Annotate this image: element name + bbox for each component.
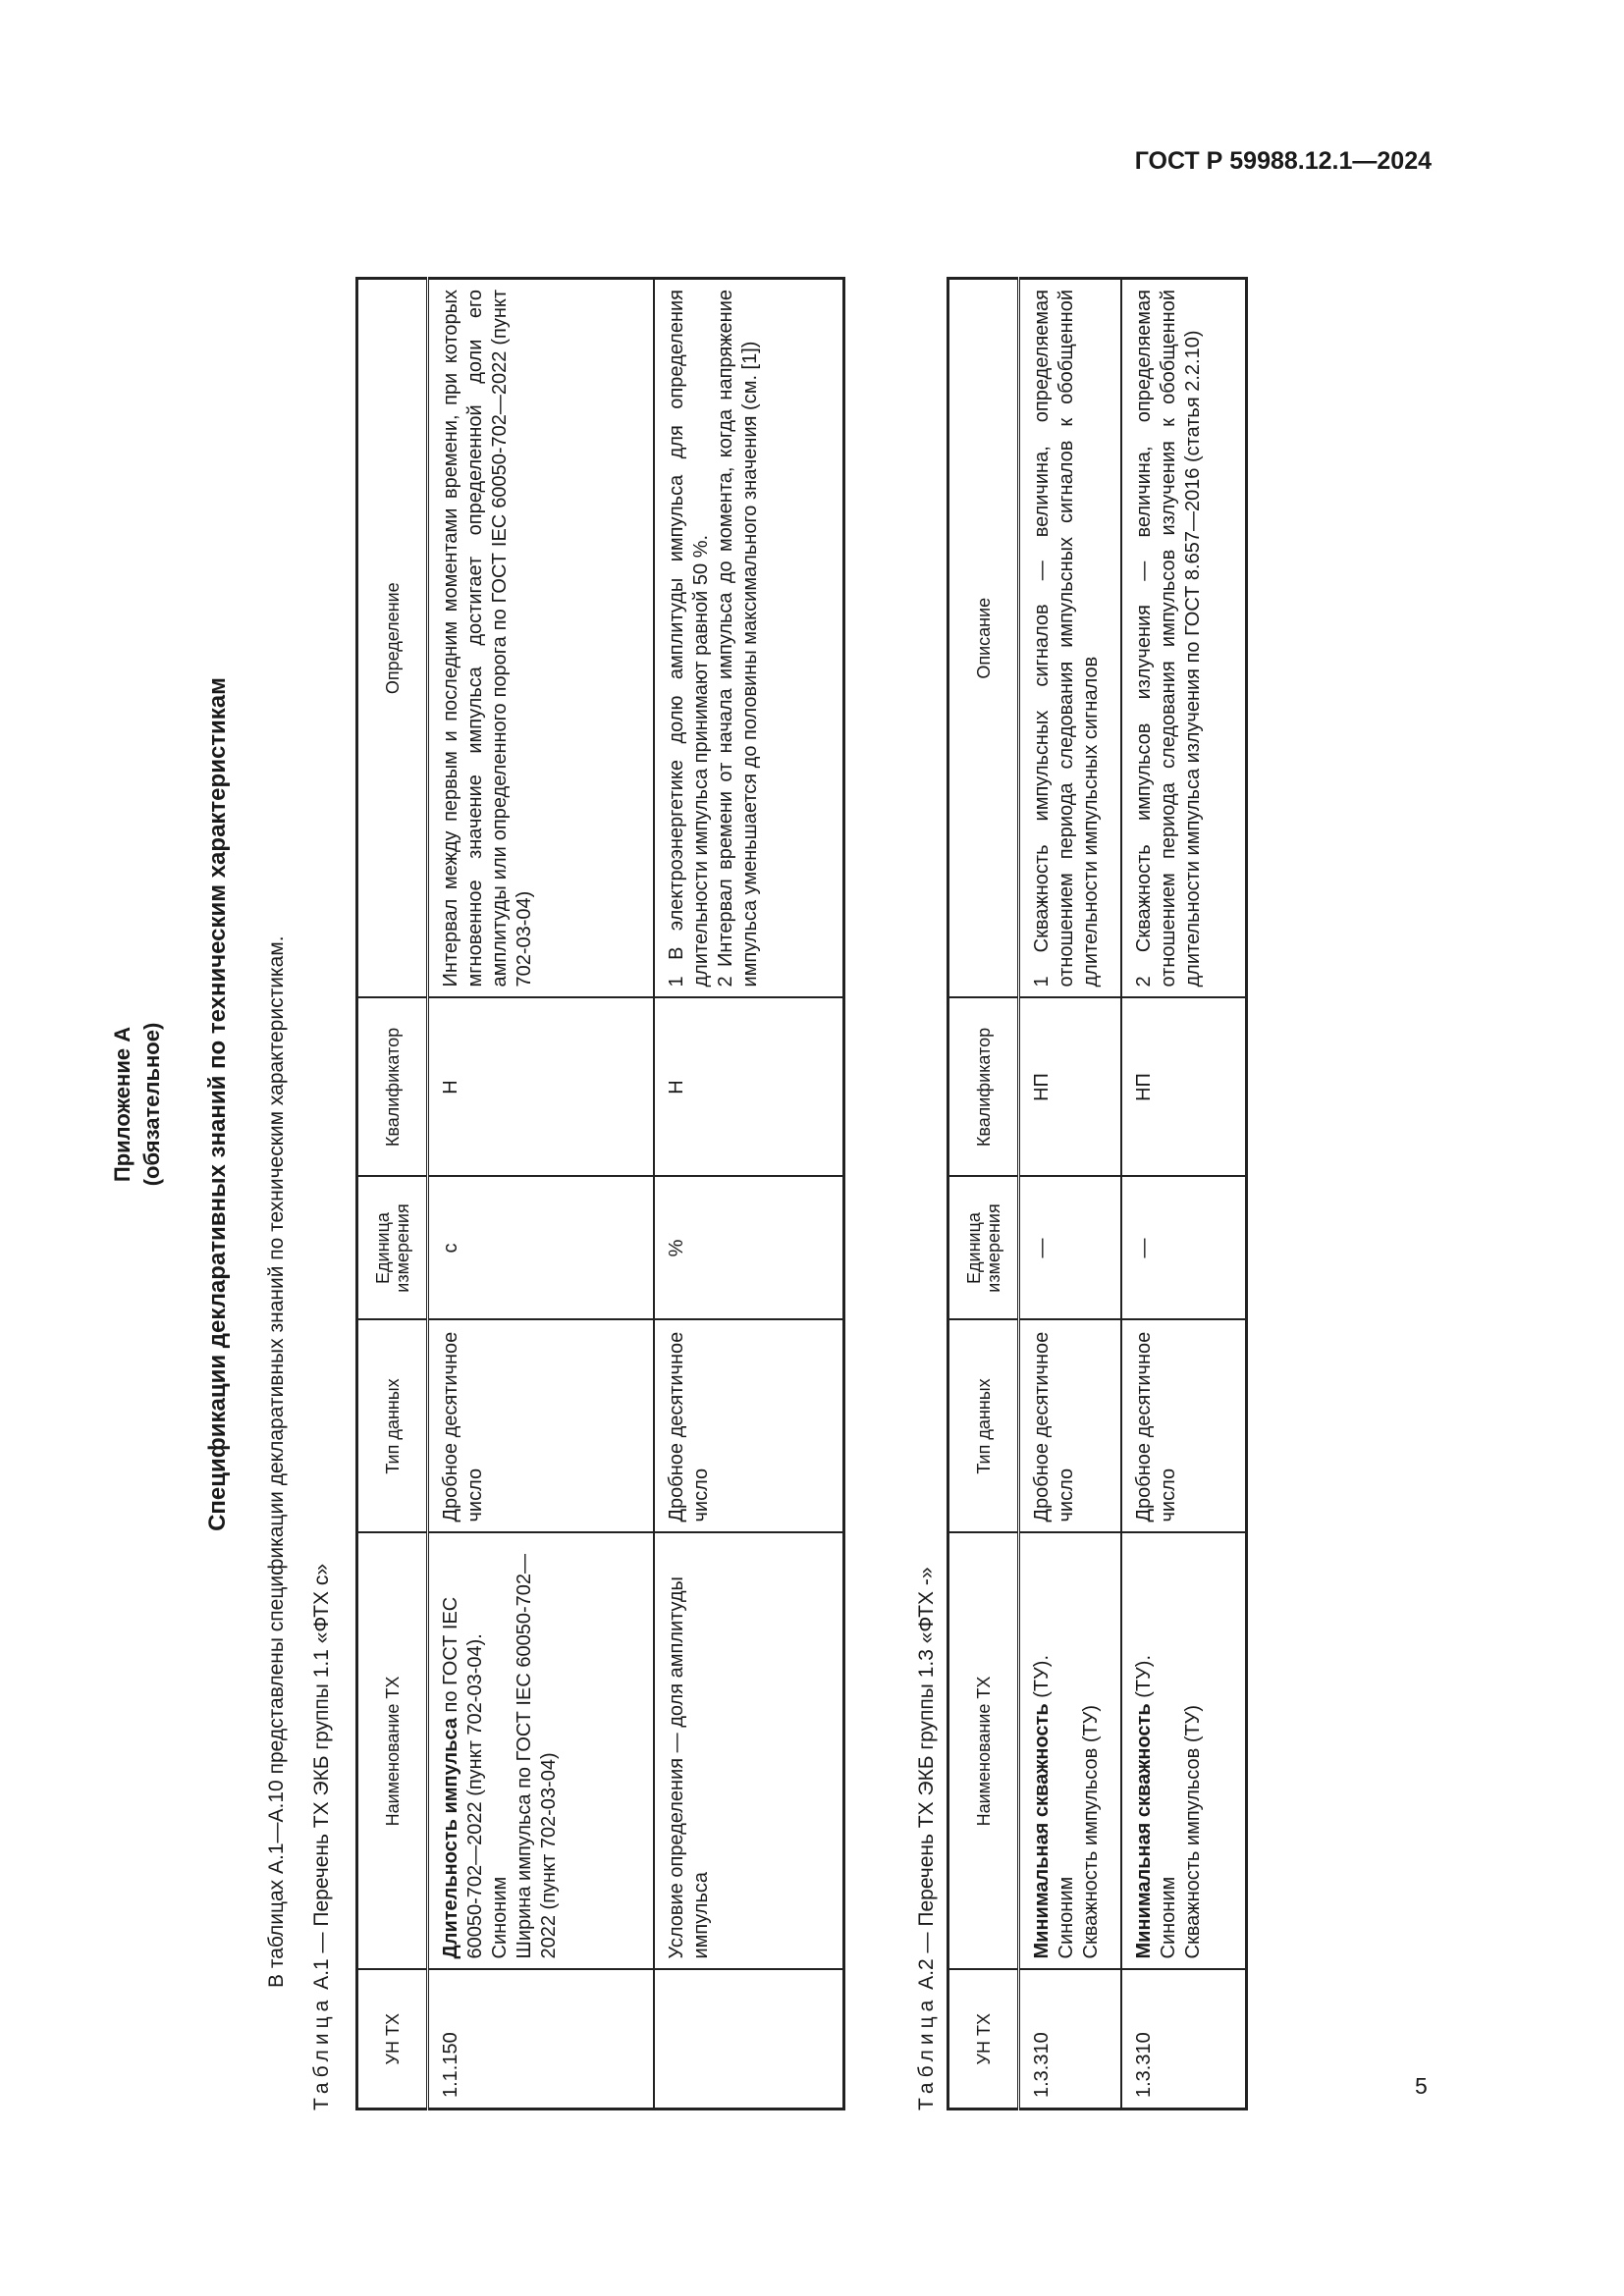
table2-caption-text: А.2 — Перечень ТХ ЭКБ группы 1.3 «ФТХ -» bbox=[915, 1567, 938, 1990]
table2-row1-name bbox=[1019, 1533, 1121, 1970]
table2-row2-name-rest: (ТУ). bbox=[1132, 1655, 1155, 1704]
table2-row2-name bbox=[1121, 1533, 1247, 1970]
table2-row1-name-bold: Минимальная скважность bbox=[1031, 1703, 1053, 1959]
table1-row2-id bbox=[654, 1970, 844, 2109]
table2-row2-dtype: Дробное десятичное число bbox=[1121, 1320, 1247, 1533]
table1-row1-name-bold: Длительность импульса bbox=[440, 1718, 461, 1959]
table1-row1-name bbox=[428, 1533, 654, 1970]
appendix-title: Приложение А bbox=[110, 1026, 135, 1183]
table2-caption bbox=[915, 1567, 939, 2110]
table1-row2-definition bbox=[654, 279, 844, 998]
table2-caption-prefix: Таблица bbox=[915, 1995, 938, 2110]
table1-caption-text: А.1 — Перечень ТХ ЭКБ группы 1.1 «ФТХ с» bbox=[310, 1563, 333, 1990]
table2-row1-dtype: Дробное десятичное число bbox=[1019, 1320, 1121, 1533]
table-row bbox=[654, 279, 844, 2109]
appendix-status: (обязательное) bbox=[139, 1022, 164, 1187]
table1-row2-qualifier: Н bbox=[654, 998, 844, 1177]
table1-col-qualifier: Квалификатор bbox=[357, 998, 428, 1177]
table1-col-dtype: Тип данных bbox=[357, 1320, 428, 1533]
table-row bbox=[1019, 279, 1121, 2109]
table2-row2-unit: — bbox=[1121, 1177, 1247, 1320]
section-title: Спецификации декларативных знаний по техническим характеристикам bbox=[204, 677, 231, 1531]
table2-col-qualifier: Квалификатор bbox=[948, 998, 1019, 1177]
table1-row1-qualifier: Н bbox=[428, 998, 654, 1177]
table2-col-dtype: Тип данных bbox=[948, 1320, 1019, 1533]
table1-row2-definition-1: 1 В электроэнергетике долю амплитуды импульса для определения длительности импульса принимают равной 50 %. bbox=[665, 290, 712, 988]
table1-row1-unit: с bbox=[428, 1177, 654, 1320]
table2-row1-synonym-label: Синоним bbox=[1056, 1876, 1077, 1959]
table1-header-row bbox=[357, 279, 428, 2109]
table2-row2-synonym-label: Синоним bbox=[1157, 1876, 1179, 1959]
table2-row2-description: 2 Скважность импульсов излучения — величина, определяемая отношением периода следования импульсов излучения к обобщенной длительности импульса излучения по ГОСТ 8.657—2016 (статья 2.2.10) bbox=[1121, 279, 1247, 998]
table2-row1-qualifier: НП bbox=[1019, 998, 1121, 1177]
table1-row2-definition-2: 2 Интервал времени от начала импульса до момента, когда напряжение импульса уменьшается до половины максимального значения (см. [1]) bbox=[714, 290, 761, 988]
table1-row1-synonym-label: Синоним bbox=[489, 1876, 511, 1959]
table1-caption bbox=[310, 1564, 334, 2110]
intro-text: В таблицах А.1—А.10 представлены спецификации декларативных знаний по техническим характеристикам. bbox=[265, 935, 288, 1988]
table1-col-unit: Единица измерения bbox=[357, 1177, 428, 1320]
table2-row1-name-rest: (ТУ). bbox=[1031, 1655, 1053, 1704]
table1-col-name: Наименование ТХ bbox=[357, 1533, 428, 1970]
appendix-heading bbox=[108, 98, 167, 2110]
table1-row1-name-rest: по ГОСТ IEC 60050-702—2022 (пункт 702-03-04). bbox=[440, 1596, 486, 1959]
table1-caption-prefix: Таблица bbox=[310, 1995, 333, 2110]
rotated-page-content bbox=[98, 98, 1316, 2110]
table2-row1-unit: — bbox=[1019, 1177, 1121, 1320]
table2-row2-name-bold: Минимальная скважность bbox=[1132, 1703, 1155, 1959]
table2-row2-synonym: Скважность импульсов (ТУ) bbox=[1181, 1704, 1204, 1959]
table2-row2-id: 1.3.310 bbox=[1121, 1970, 1247, 2109]
table2-header-row bbox=[948, 279, 1019, 2109]
table2 bbox=[947, 277, 1248, 2110]
table2-row2-qualifier: НП bbox=[1121, 998, 1247, 1177]
table1-row1-dtype: Дробное десятичное число bbox=[428, 1320, 654, 1533]
table1-row2-dtype: Дробное десятичное число bbox=[654, 1320, 844, 1533]
page-number: 5 bbox=[1415, 2073, 1428, 2099]
table-row bbox=[1121, 279, 1247, 2109]
table2-row1-synonym: Скважность импульсов (ТУ) bbox=[1080, 1704, 1102, 1959]
table2-col-id: УН ТХ bbox=[948, 1970, 1019, 2109]
table1-row1-definition: Интервал между первым и последним моментами времени, при которых мгновенное значение импульса достигает определенной доли его амплитуды или определенного порога по ГОСТ IEC 60050-702—2022 (пункт 702-03-04) bbox=[428, 279, 654, 998]
table2-col-name: Наименование ТХ bbox=[948, 1533, 1019, 1970]
table1 bbox=[355, 277, 845, 2110]
table1-col-definition: Определение bbox=[357, 279, 428, 998]
document-code: ГОСТ Р 59988.12.1—2024 bbox=[1134, 147, 1432, 175]
table1-row2-unit: % bbox=[654, 1177, 844, 1320]
table1-row1-id: 1.1.150 bbox=[428, 1970, 654, 2109]
table2-col-description: Описание bbox=[948, 279, 1019, 998]
table1-row2-name: Условие определения — доля амплитуды импульса bbox=[654, 1533, 844, 1970]
table2-row1-description: 1 Скважность импульсных сигналов — величина, определяемая отношением периода следования импульсных сигналов к обобщенной длительности импульсных сигналов bbox=[1019, 279, 1121, 998]
table2-col-unit: Единица измерения bbox=[948, 1177, 1019, 1320]
table-row bbox=[428, 279, 654, 2109]
table2-row1-id: 1.3.310 bbox=[1019, 1970, 1121, 2109]
table1-col-id: УН ТХ bbox=[357, 1970, 428, 2109]
table1-row1-synonym: Ширина импульса по ГОСТ IEC 60050-702—2022 (пункт 702-03-04) bbox=[514, 1554, 560, 1959]
